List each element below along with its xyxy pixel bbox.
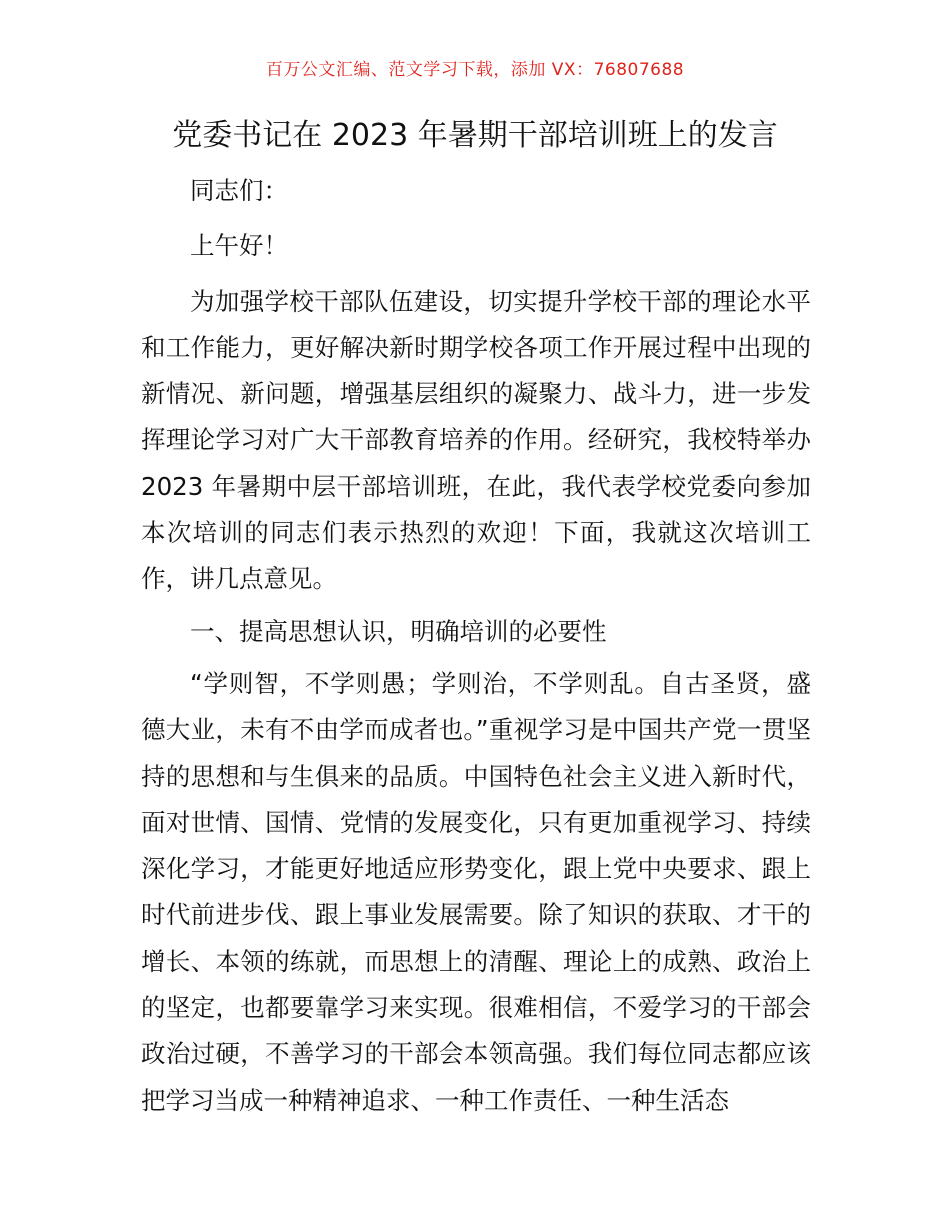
document-body — [141, 168, 811, 1130]
paragraph-section-1: “学则智，不学则愚；学则治，不学则乱。自古圣贤，盛德大业，未有不由学而成者也。”重视学习是中国共产党一贯坚持的思想和与生俱来的品质。中国特色社会主义进入新时代，面对世情、国情、党情的发展变化，只有更加重视学习、持续深化学习，才能更好地适应形势变化，跟上党中央要求、跟上时代前进步伐、跟上事业发展需要。除了知识的获取、才干的增长、本领的练就，而思想上的清醒、理论上的成熟、政治上的坚定，也都要靠学习来实现。很难相信，不爱学习的干部会政治过硬，不善学习的干部会本领高强。我们每位同志都应该把学习当成一种精神追求、一种工作责任、一种生活态 — [141, 668, 811, 1115]
paragraph-intro: 为加强学校干部队伍建设，切实提升学校干部的理论水平和工作能力，更好解决新时期学校各项工作开展过程中出现的新情况、新问题，增强基层组织的凝聚力、战斗力，进一步发挥理论学习对广大干部教育培养的作用。经研究，我校特举办 2023 年暑期中层干部培训班，在此，我代表学校党委向参加本次培训的同志们表示热烈的欢迎！下面，我就这次培训工作，讲几点意见。 — [141, 286, 811, 594]
header-watermark-note: 百万公文汇编、范文学习下载，添加 VX：76807688 — [265, 60, 685, 80]
salutation: 同志们： — [190, 176, 288, 205]
page-title: 党委书记在 2023 年暑期干部培训班上的发言 — [172, 118, 778, 153]
greeting: 上午好！ — [190, 231, 288, 261]
section-heading-1: 一、提高思想认识，明确培训的必要性 — [190, 616, 607, 646]
